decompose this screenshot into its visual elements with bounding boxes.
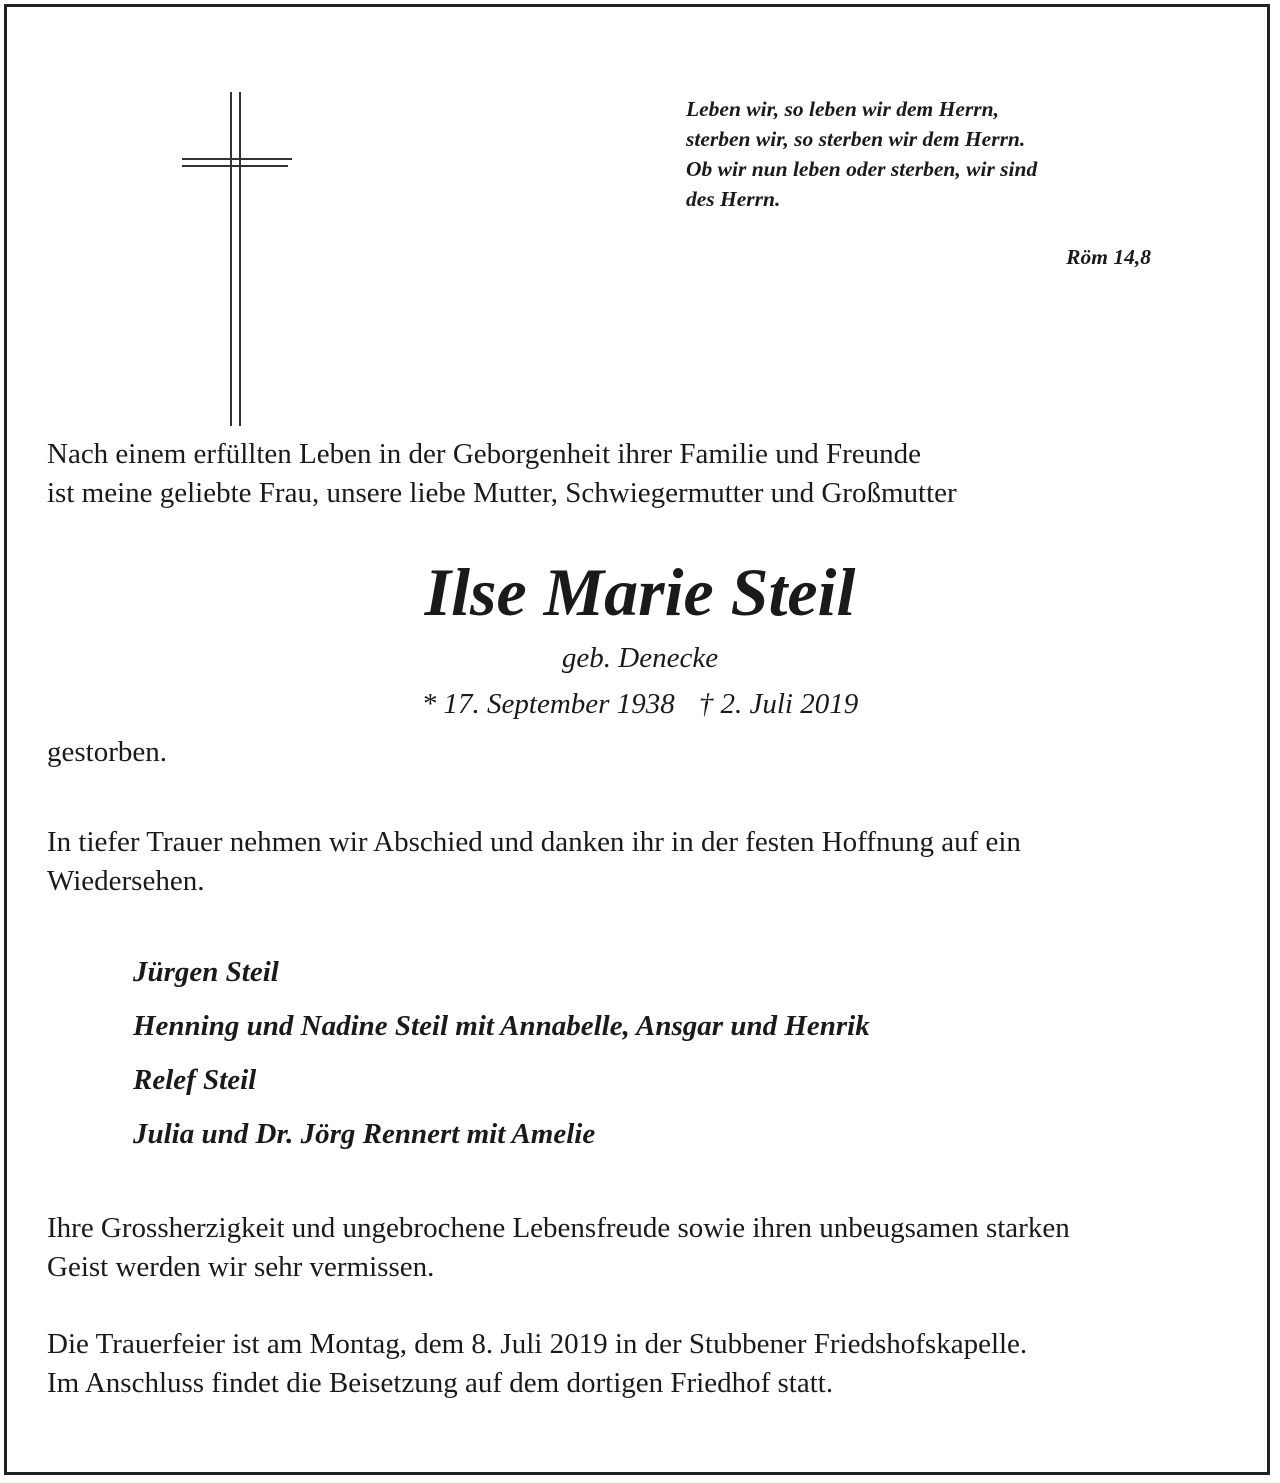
farewell-text bbox=[47, 823, 1021, 901]
died-text: gestorben. bbox=[47, 736, 167, 768]
bible-verse bbox=[686, 94, 1166, 214]
mourner-name: Henning und Nadine Steil mit Annabelle, Ansgar und Henrik bbox=[133, 1010, 870, 1042]
ceremony-text bbox=[47, 1325, 1027, 1403]
deceased-name: Ilse Marie Steil bbox=[424, 554, 856, 630]
verse-line: Leben wir, so leben wir dem Herrn, bbox=[686, 97, 999, 121]
mourners-list bbox=[133, 945, 870, 1161]
ceremony-line: Die Trauerfeier ist am Montag, dem 8. Juli 2019 in der Stubbener Friedshofskapelle. bbox=[47, 1328, 1028, 1360]
farewell-line: In tiefer Trauer nehmen wir Abschied und danken ihr in der festen Hoffnung auf ein bbox=[47, 826, 1021, 858]
mourner-name: Relef Steil bbox=[133, 1064, 257, 1096]
verse-line: des Herrn. bbox=[686, 187, 781, 211]
tribute-text bbox=[47, 1209, 1070, 1287]
verse-line: sterben wir, so sterben wir dem Herrn. bbox=[686, 127, 1026, 151]
ceremony-line: Im Anschluss findet die Beisetzung auf dem dortigen Friedhof statt. bbox=[47, 1367, 834, 1399]
cross-icon bbox=[178, 92, 298, 426]
verse-line: Ob wir nun leben oder sterben, wir sind bbox=[686, 157, 1038, 181]
tribute-line: Ihre Grossherzigkeit und ungebrochene Lebensfreude sowie ihren unbeugsamen starken bbox=[47, 1212, 1070, 1244]
life-dates bbox=[0, 686, 1280, 722]
farewell-line: Wiedersehen. bbox=[47, 865, 205, 897]
birth-date: * 17. September 1938 bbox=[421, 688, 675, 720]
tribute-line: Geist werden wir sehr vermissen. bbox=[47, 1251, 435, 1283]
intro-line: ist meine geliebte Frau, unsere liebe Mutter, Schwiegermutter und Großmutter bbox=[47, 477, 957, 509]
birth-name: geb. Denecke bbox=[561, 642, 719, 674]
verse-reference: Röm 14,8 bbox=[1066, 245, 1151, 269]
death-date: † 2. Juli 2019 bbox=[698, 688, 859, 720]
intro-line: Nach einem erfüllten Leben in der Geborgenheit ihrer Familie und Freunde bbox=[47, 438, 921, 470]
intro-text bbox=[47, 435, 957, 513]
mourner-name: Jürgen Steil bbox=[133, 956, 279, 988]
mourner-name: Julia und Dr. Jörg Rennert mit Amelie bbox=[133, 1118, 596, 1150]
